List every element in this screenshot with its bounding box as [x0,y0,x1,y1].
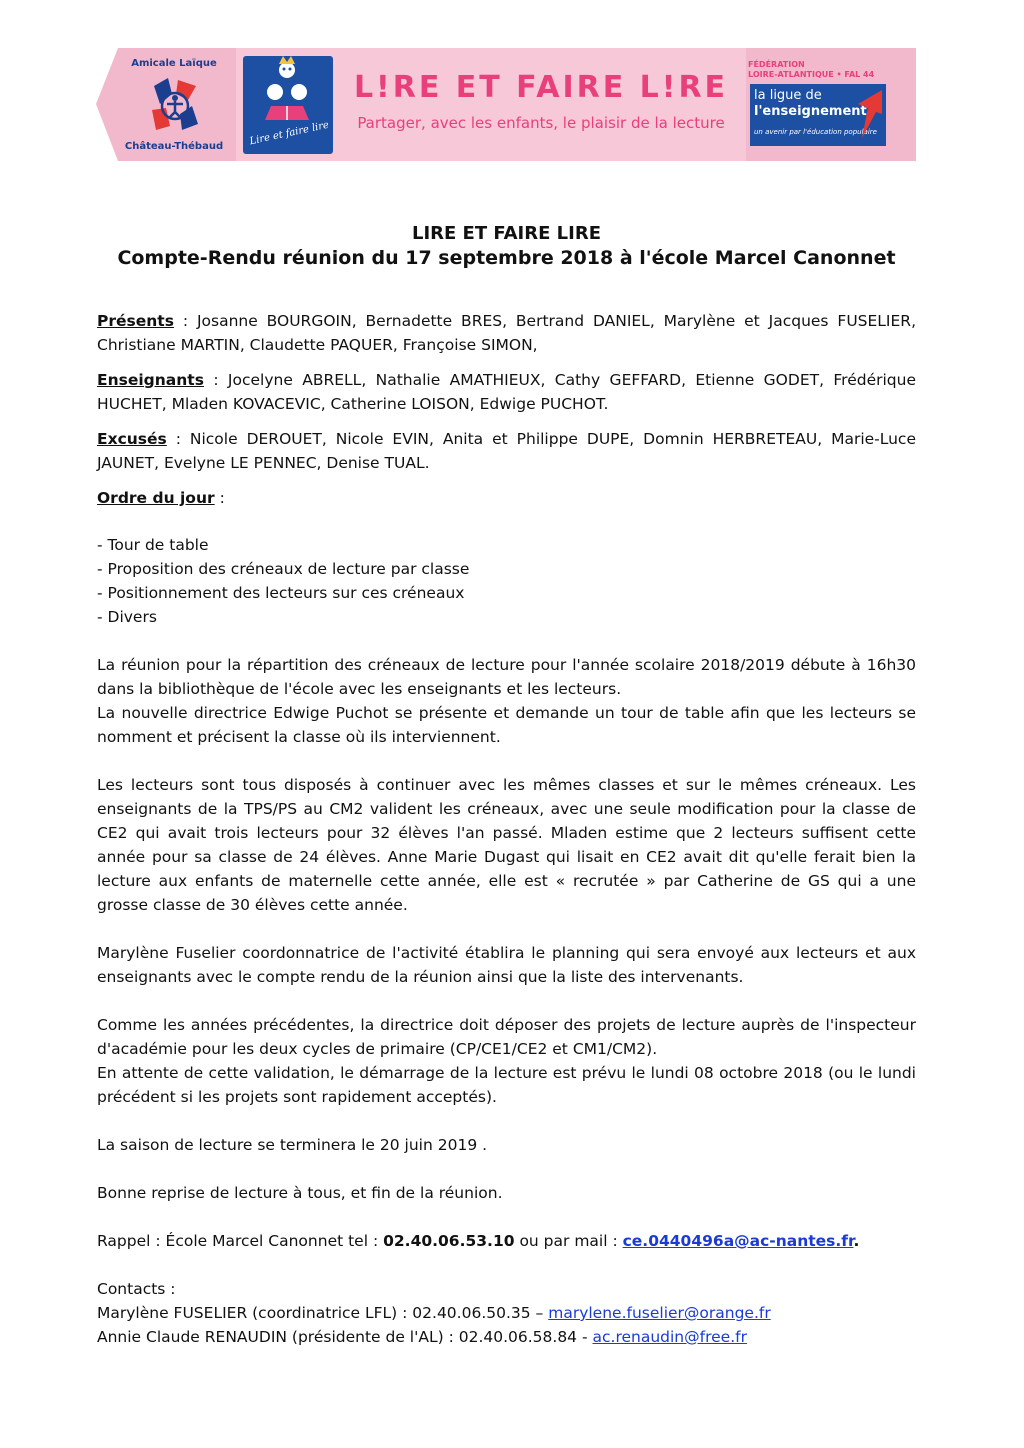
rappel-mid: ou par mail : [514,1232,623,1250]
presents-paragraph [97,309,916,357]
agenda-item: - Divers [97,608,157,626]
paragraph-reunion-start: La réunion pour la répartition des créneaux de lecture pour l'année scolaire 2018/2019 débute à 16h30 dans la bibliothèque de l'école avec les enseignants et les lecteurs. [97,656,916,698]
banner-tagline: Partager, avec les enfants, le plaisir de la lecture [357,114,725,132]
ordre-du-jour-heading [97,486,916,510]
presents-label: Présents [97,312,174,330]
presents-text: : Josanne BOURGOIN, Bernadette BRES, Bertrand DANIEL, Marylène et Jacques FUSELIER, Christiane MARTIN, Claudette PAQUER, Françoise SIMON, [97,312,916,354]
federation-label [748,60,888,80]
paragraph-validation: En attente de cette validation, le démarrage de la lecture est prévu le lundi 08 octobre 2018 (ou le lundi précédent si les projets sont rapidement acceptés). [97,1064,916,1106]
lire-et-faire-lire-logo [243,56,333,154]
ligue-line1: la ligue de [754,88,822,103]
reading-children-icon [243,56,333,126]
amicale-top-text: Amicale Laïque [131,58,217,69]
paragraph-closing: Bonne reprise de lecture à tous, et fin de la réunion. [97,1184,503,1202]
ordre-suffix: : [214,489,225,507]
renaudin-email-link[interactable]: ac.renaudin@free.fr [592,1328,747,1346]
federation-line2: LOIRE-ATLANTIQUE • FAL 44 [748,70,875,79]
paragraph-lecteurs: Les lecteurs sont tous disposés à continuer avec les mêmes classes et sur le mêmes créneaux. Les enseignants de la TPS/PS au CM2 valident les créneaux, avec une seule modification pour la classe de CE2 qui avait trois lecteurs pour 32 élèves l'an passé. Mladen estime que 2 lecteurs suffisent cette année pour sa classe de 24 élèves. Anne Marie Dugast qui lisait en CE2 avait dit qu'elle ferait bien la lecture aux enfants de maternelle cette année, elle est « recrutée » par Catherine de GS qui a une grosse classe de 30 élèves cette année. [97,776,916,914]
paragraph-projets: Comme les années précédentes, la directrice doit déposer des projets de lecture auprès de l'inspecteur d'académie pour les deux cycles de primaire (CP/CE1/CE2 et CM1/CM2). [97,1016,916,1058]
rappel-end: . [853,1232,860,1250]
ordre-label: Ordre du jour [97,489,215,507]
amicale-laique-logo [114,54,234,159]
agenda-list [97,533,916,629]
red-arrow-icon [854,88,884,140]
contacts-heading: Contacts : [97,1280,176,1298]
agenda-item: - Proposition des créneaux de lecture par classe [97,560,470,578]
document-title: LIRE ET FAIRE LIRE [411,223,602,244]
federation-line1: FÉDÉRATION [748,60,805,69]
school-phone: 02.40.06.53.10 [383,1232,515,1250]
document-body [97,222,916,1349]
paragraph-directrice: La nouvelle directrice Edwige Puchot se présente et demande un tour de table afin que les lecteurs se nomment et précisent la classe où ils interviennent. [97,704,916,746]
contact1-text: Marylène FUSELIER (coordinatrice LFL) : 02.40.06.50.35 – [97,1304,549,1322]
paragraph-saison: La saison de lecture se terminera le 20 juin 2019 . [97,1136,488,1154]
excuses-paragraph [97,427,916,475]
document-subtitle: Compte-Rendu réunion du 17 septembre 2018 à l'école Marcel Canonnet [117,247,896,269]
enseignants-label: Enseignants [97,371,204,389]
amicale-bottom-text: Château-Thébaud [124,141,224,152]
ligue-line2: l'enseignement [754,104,867,119]
agenda-item: - Tour de table [97,536,209,554]
contact-line-fuselier [97,1301,916,1325]
lfl-logo-text: Lire et faire lire [248,119,330,148]
paragraph-coordinatrice: Marylène Fuselier coordonnatrice de l'activité établira le planning qui sera envoyé aux lecteurs et aux enseignants avec le compte rendu de la réunion ainsi que la liste des intervenants. [97,944,916,986]
amicale-emblem-icon [148,76,202,134]
contact-line-renaudin [97,1325,916,1349]
enseignants-text: : Jocelyne ABRELL, Nathalie AMATHIEUX, Cathy GEFFARD, Etienne GODET, Frédérique HUCHET, Mladen KOVACEVIC, Catherine LOISON, Edwige PUCHOT. [97,371,916,413]
ligue-line3: un avenir par l'éducation populaire [754,128,877,136]
school-email-link[interactable]: ce.0440496a@ac-nantes.fr [622,1232,854,1250]
excuses-label: Excusés [97,430,167,448]
ligue-enseignement-logo [750,84,886,146]
fuselier-email-link[interactable]: marylene.fuselier@orange.fr [548,1304,771,1322]
excuses-text: : Nicole DEROUET, Nicole EVIN, Anita et Philippe DUPE, Domnin HERBRETEAU, Marie-Luce JAUNET, Evelyne LE PENNEC, Denise TUAL. [97,430,916,472]
enseignants-paragraph [97,368,916,416]
contact2-text: Annie Claude RENAUDIN (présidente de l'AL) : 02.40.06.58.84 - [97,1328,593,1346]
header-banner [96,48,916,161]
rappel-line [97,1229,916,1253]
rappel-prefix: Rappel : École Marcel Canonnet tel : [97,1232,384,1250]
banner-title: L!RE ET FAIRE L!RE [353,70,729,105]
agenda-item: - Positionnement des lecteurs sur ces créneaux [97,584,465,602]
